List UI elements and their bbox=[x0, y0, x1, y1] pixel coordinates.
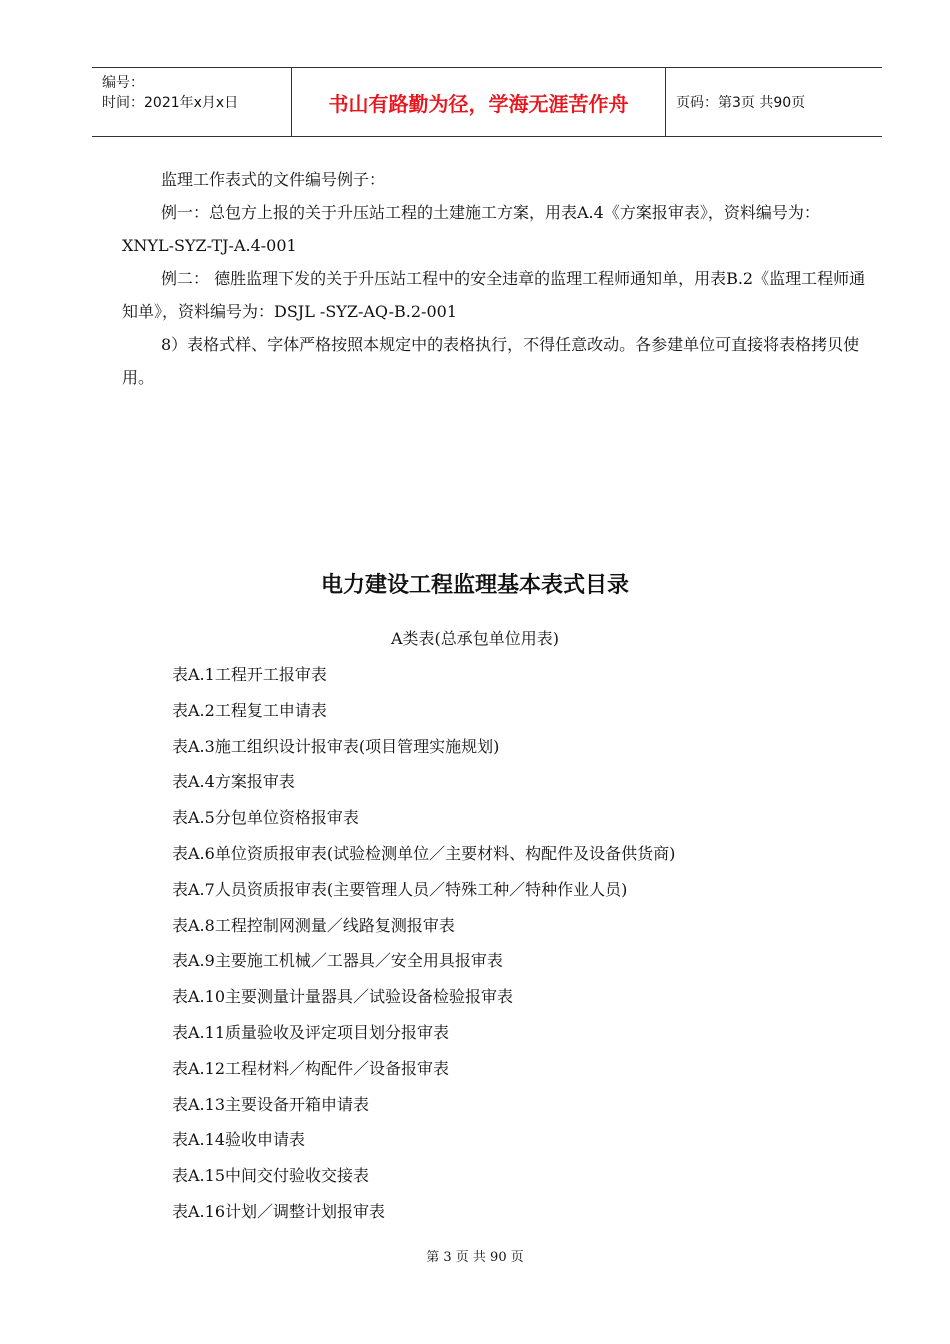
rule-item-8: 8）表格式样、字体严格按照本规定中的表格执行，不得任意改动。各参建单位可直接将表格拷贝使用。 bbox=[122, 335, 860, 387]
toc-item: 表A.11质量验收及评定项目划分报审表 bbox=[172, 1022, 450, 1042]
page-footer: 第 3 页 共 90 页 bbox=[426, 1250, 524, 1265]
toc-item: 表A.4方案报审表 bbox=[172, 772, 295, 792]
toc-item: 表A.15中间交付验收交接表 bbox=[172, 1166, 370, 1186]
header-motto: 书山有路勤为径，学海无涯苦作舟 bbox=[292, 68, 666, 136]
toc-item: 表A.10主要测量计量器具／试验设备检验报审表 bbox=[172, 987, 514, 1007]
toc-item: 表A.1工程开工报审表 bbox=[172, 665, 327, 684]
toc-item: 表A.9主要施工机械／工器具／安全用具报审表 bbox=[172, 951, 503, 971]
toc-item: 表A.5分包单位资格报审表 bbox=[172, 808, 359, 828]
header-page-number: 页码：第3页 共90页 bbox=[676, 95, 806, 111]
document-number-label: 编号： bbox=[102, 75, 144, 91]
toc-item: 表A.3施工组织设计报审表(项目管理实施规划) bbox=[172, 736, 500, 756]
toc-item: 表A.12工程材料／构配件／设备报审表 bbox=[172, 1058, 450, 1078]
document-time-label: 时间：2021年x月x日 bbox=[102, 95, 239, 111]
toc-item: 表A.16计划／调整计划报审表 bbox=[172, 1201, 386, 1221]
toc-item: 表A.2工程复工申请表 bbox=[172, 700, 327, 720]
toc-list bbox=[172, 657, 675, 1230]
header-table bbox=[92, 67, 882, 137]
toc-title: 电力建设工程监理基本表式目录 bbox=[320, 573, 629, 598]
toc-item: 表A.8工程控制网测量／线路复测报审表 bbox=[172, 915, 455, 935]
header-meta bbox=[92, 68, 292, 136]
toc-item: 表A.14验收申请表 bbox=[172, 1130, 306, 1150]
toc-item: 表A.7人员资质报审表(主要管理人员／特殊工种／特种作业人员) bbox=[172, 879, 628, 899]
example-two: 例二： 德胜监理下发的关于升压站工程中的安全违章的监理工程师通知单，用表B.2《监理工程师通知单》，资料编号为：DSJL -SYZ-AQ-B.2-001 bbox=[122, 269, 866, 321]
intro-line: 监理工作表式的文件编号例子： bbox=[161, 170, 386, 189]
toc-item: 表A.6单位资质报审表(试验检测单位／主要材料、构配件及设备供货商) bbox=[172, 843, 676, 863]
toc-item: 表A.13主要设备开箱申请表 bbox=[172, 1094, 370, 1114]
toc-subtitle: A类表(总承包单位用表) bbox=[390, 629, 560, 648]
example-one: 例一：总包方上报的关于升压站工程的土建施工方案，用表A.4《方案报审表》，资料编号为：XNYL-SYZ-TJ-A.4-001 bbox=[122, 203, 820, 255]
